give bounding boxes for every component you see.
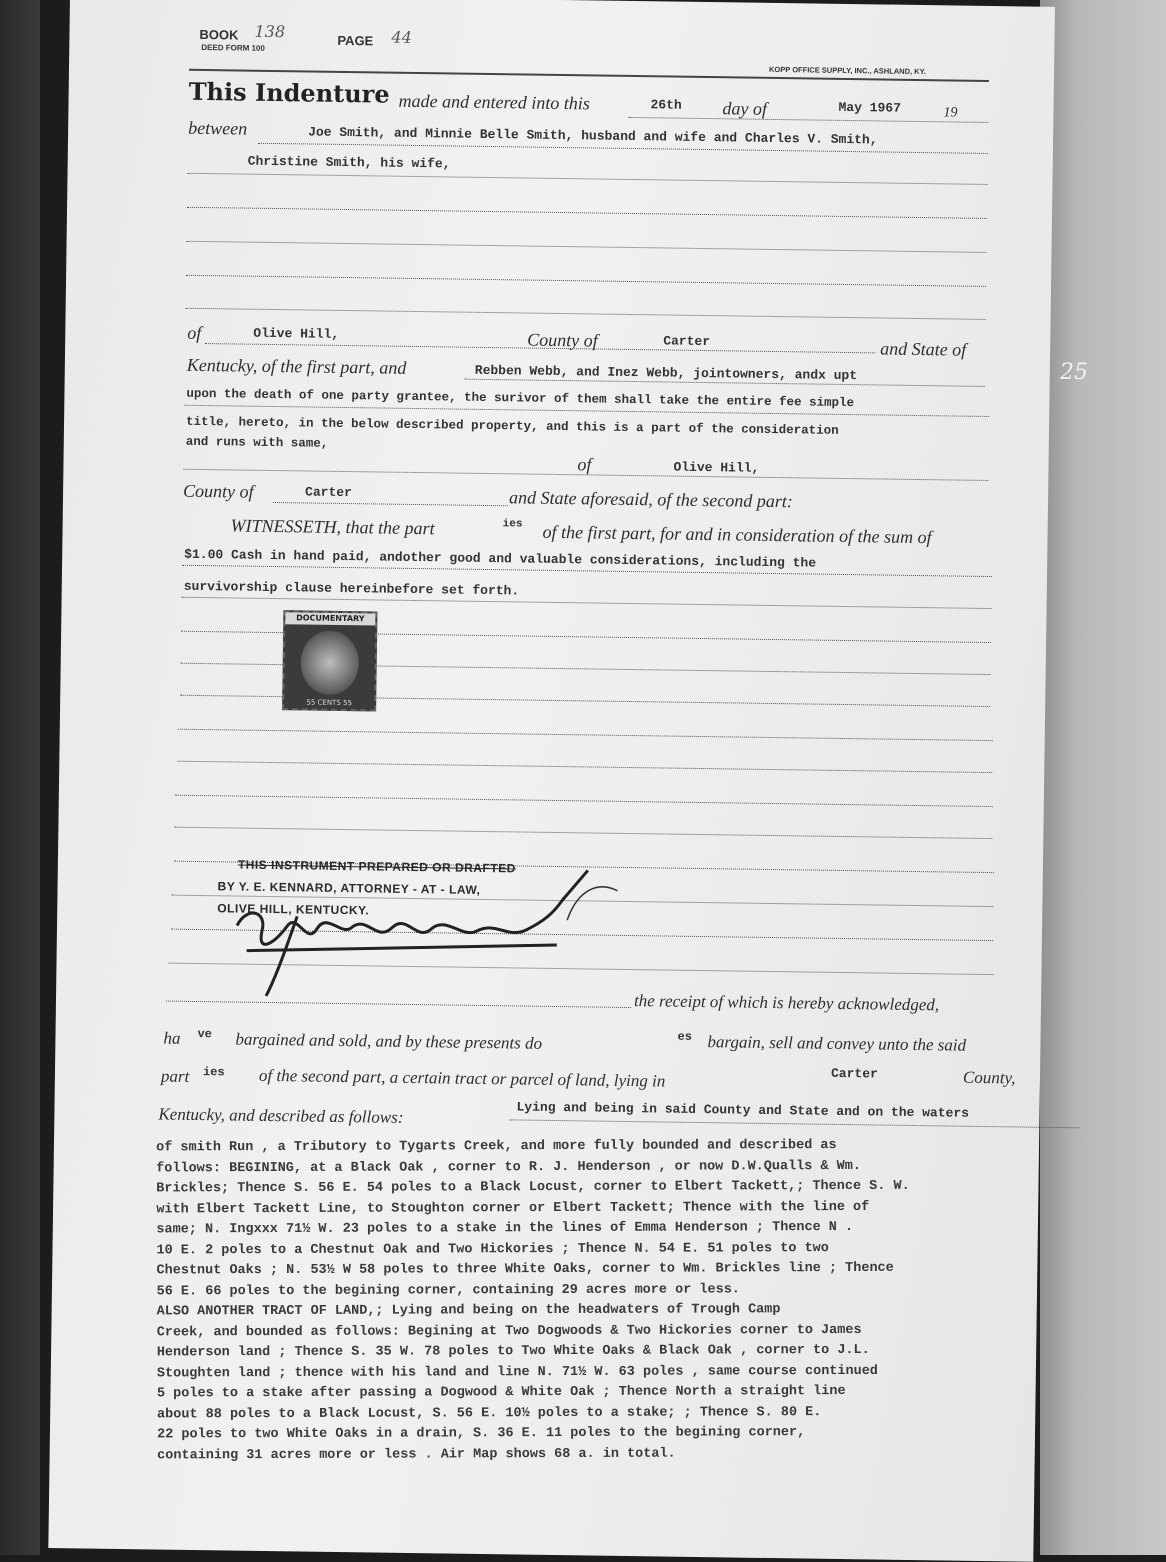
of2-text: of: [577, 454, 592, 475]
legal-line: same; N. Ingxxx 71½ W. 23 poles to a stake in the lines of Emma Henderson ; Thence N .: [156, 1220, 854, 1238]
legal-line: 56 E. 66 poles to the begining corner, containing 29 acres more or less.: [156, 1281, 740, 1299]
first-city: Olive Hill,: [253, 325, 340, 342]
prepared-line-3: OLIVE HILL, KENTUCKY.: [217, 901, 370, 918]
legal-line: 5 poles to a stake after passing a Dogwood & White Oak ; Thence North a straight line: [156, 1384, 846, 1402]
rule-18: [177, 761, 992, 773]
grantee-line-2: upon the death of one party grantee, the surivor of them shall take the entire fee simple: [186, 386, 855, 411]
made-text: made and entered into this: [398, 90, 591, 114]
rule-2: [188, 173, 988, 185]
consideration-line-2: survivorship clause hereinbefore set forth.: [183, 578, 520, 599]
page-value: 44: [391, 27, 412, 47]
part-ies-text: ies: [202, 1065, 225, 1080]
ve-text: ve: [197, 1027, 213, 1042]
deed-page: [48, 0, 1055, 1562]
witnesseth-ies: ies: [502, 518, 523, 531]
rule-3: [187, 207, 987, 219]
month-year: May 1967: [838, 99, 902, 116]
legal-line: Brickles; Thence S. 56 E. 54 poles to a Black Locust, corner to Elbert Tackett,; Thence S. W.: [156, 1178, 910, 1197]
legal-line: Chestnut Oaks ; N. 53½ W 58 poles to three White Oaks, corner to Wm. Brickles line ; Thence: [156, 1260, 894, 1279]
consideration-line-1: $1.00 Cash in hand paid, andother good and valuable considerations, including the: [184, 546, 817, 571]
stamp-label: DOCUMENTARY: [285, 612, 375, 625]
year-prefix: 19: [943, 105, 958, 121]
prepared-line-1: THIS INSTRUMENT PREPARED OR DRAFTED: [237, 857, 516, 876]
legal-line: of smith Run , a Tributory to Tygarts Creek, and more fully bounded and described as: [156, 1138, 837, 1156]
rule-9: [184, 405, 989, 417]
second-part-text: of the second part, a certain tract or parcel of land, lying in: [258, 1065, 666, 1091]
legal-line: Henderson land ; Thence S. 35 W. 78 poles to Two White Oaks & Black Oak , corner to J.L.: [156, 1342, 870, 1361]
day-value: 26th: [650, 97, 682, 113]
grantee-line-3: title, hereto, in the below described property, and this is a part of the consideration: [185, 414, 839, 438]
legal-line: follows: BEGINING, at a Black Oak , corner to R. J. Henderson , or now D.W.Qualls & Wm.: [156, 1158, 862, 1176]
part-text: part: [160, 1066, 190, 1086]
receipt-text: the receipt of which is hereby acknowledged,: [633, 991, 940, 1015]
scan-background-right: [1040, 0, 1166, 1555]
state-of-text: and State of: [880, 338, 967, 360]
form-name: DEED FORM 100: [201, 42, 265, 53]
grantees: Rebben Webb, and Inez Webb, jointowners, andx upt: [474, 362, 858, 384]
between-text: between: [188, 117, 248, 139]
grantors-line-1: Joe Smith, and Minnie Belle Smith, husband and wife and Charles V. Smith,: [308, 124, 878, 148]
page-label: PAGE: [337, 32, 374, 49]
rule-11: [273, 502, 508, 506]
legal-line: about 88 poles to a Black Locust, S. 56 E. 10½ poles to a stake; ; Thence S. 80 E.: [157, 1404, 822, 1422]
county-of-text: County of: [527, 329, 598, 351]
rule-20: [174, 827, 992, 839]
legal-line: Stoughten land ; thence with his land and line N. 71½ W. 63 poles , same course continued: [156, 1363, 878, 1381]
rule-6: [186, 308, 986, 320]
book-label: BOOK: [199, 26, 239, 43]
legal-line: Creek, and bounded as follows: Begining at Two Dogwoods & Two Hickories corner to James: [156, 1322, 862, 1340]
kentucky-first-part: Kentucky, of the first part, and: [186, 354, 407, 378]
county2-text: County of: [182, 480, 254, 502]
prepared-line-2: BY Y. E. KENNARD, ATTORNEY - AT - LAW,: [217, 879, 481, 897]
rule-5: [186, 275, 986, 287]
of-text: of: [187, 322, 202, 343]
lying-text: Lying and being in said County and State and on the waters: [516, 1099, 970, 1121]
book-value: 138: [254, 21, 286, 42]
supplier-name: KOPP OFFICE SUPPLY, INC., ASHLAND, KY.: [768, 64, 926, 77]
county-label: County,: [962, 1067, 1016, 1088]
scan-background-left: [0, 0, 40, 1555]
land-county: Carter: [830, 1065, 878, 1082]
stamp-value: 55 CENTS 55: [306, 698, 352, 708]
rule-4: [187, 241, 987, 253]
second-county: Carter: [305, 484, 353, 501]
ha-text: ha: [163, 1028, 181, 1048]
witnesseth-rest: of the first part, for and in consideration of the sum of: [542, 521, 932, 548]
second-city: Olive Hill,: [673, 459, 760, 476]
margin-note: 25: [1060, 360, 1088, 385]
legal-line: with Elbert Tackett Line, to Stoughton corner or Elbert Tackett; Thence with the line of: [156, 1199, 870, 1217]
kentucky-described: Kentucky, and described as follows:: [158, 1104, 404, 1127]
aforesaid-text: and State aforesaid, of the second part:: [508, 487, 793, 512]
legal-description: [156, 1136, 911, 1467]
stamp-portrait: [300, 630, 359, 695]
rule-19: [175, 795, 993, 807]
date-rule: [628, 117, 988, 123]
legal-line: 22 poles to two White Oaks in a drain, S. 36 E. 11 poles to the begining corner,: [157, 1425, 806, 1443]
attorney-signature: [206, 855, 628, 1011]
rule-1: [258, 143, 988, 154]
es-text: es: [677, 1029, 693, 1044]
rule-26: [509, 1119, 1079, 1128]
bargained-text: bargained and sold, and by these presents do: [235, 1029, 543, 1053]
legal-line: 10 E. 2 poles to a Chestnut Oak and Two Hickories ; Thence N. 54 E. 51 poles to two: [156, 1240, 829, 1258]
convey-text: bargain, sell and convey unto the said: [707, 1032, 967, 1055]
day-of-text: day of: [722, 98, 768, 119]
indenture-title: This Indenture: [188, 76, 390, 109]
rule-17: [178, 729, 993, 741]
legal-line: containing 31 acres more or less . Air Map shows 68 a. in total.: [157, 1446, 676, 1463]
first-county: Carter: [663, 333, 711, 350]
witnesseth-lead: WITNESSETH, that the part: [230, 515, 435, 539]
rule-13: [182, 597, 992, 609]
documentary-stamp: [282, 610, 377, 711]
grantors-line-2: Christine Smith, his wife,: [247, 153, 451, 172]
legal-line: ALSO ANOTHER TRACT OF LAND,; Lying and being on the headwaters of Trough Camp: [156, 1302, 781, 1320]
grantee-line-4: and runs with same,: [185, 434, 329, 451]
